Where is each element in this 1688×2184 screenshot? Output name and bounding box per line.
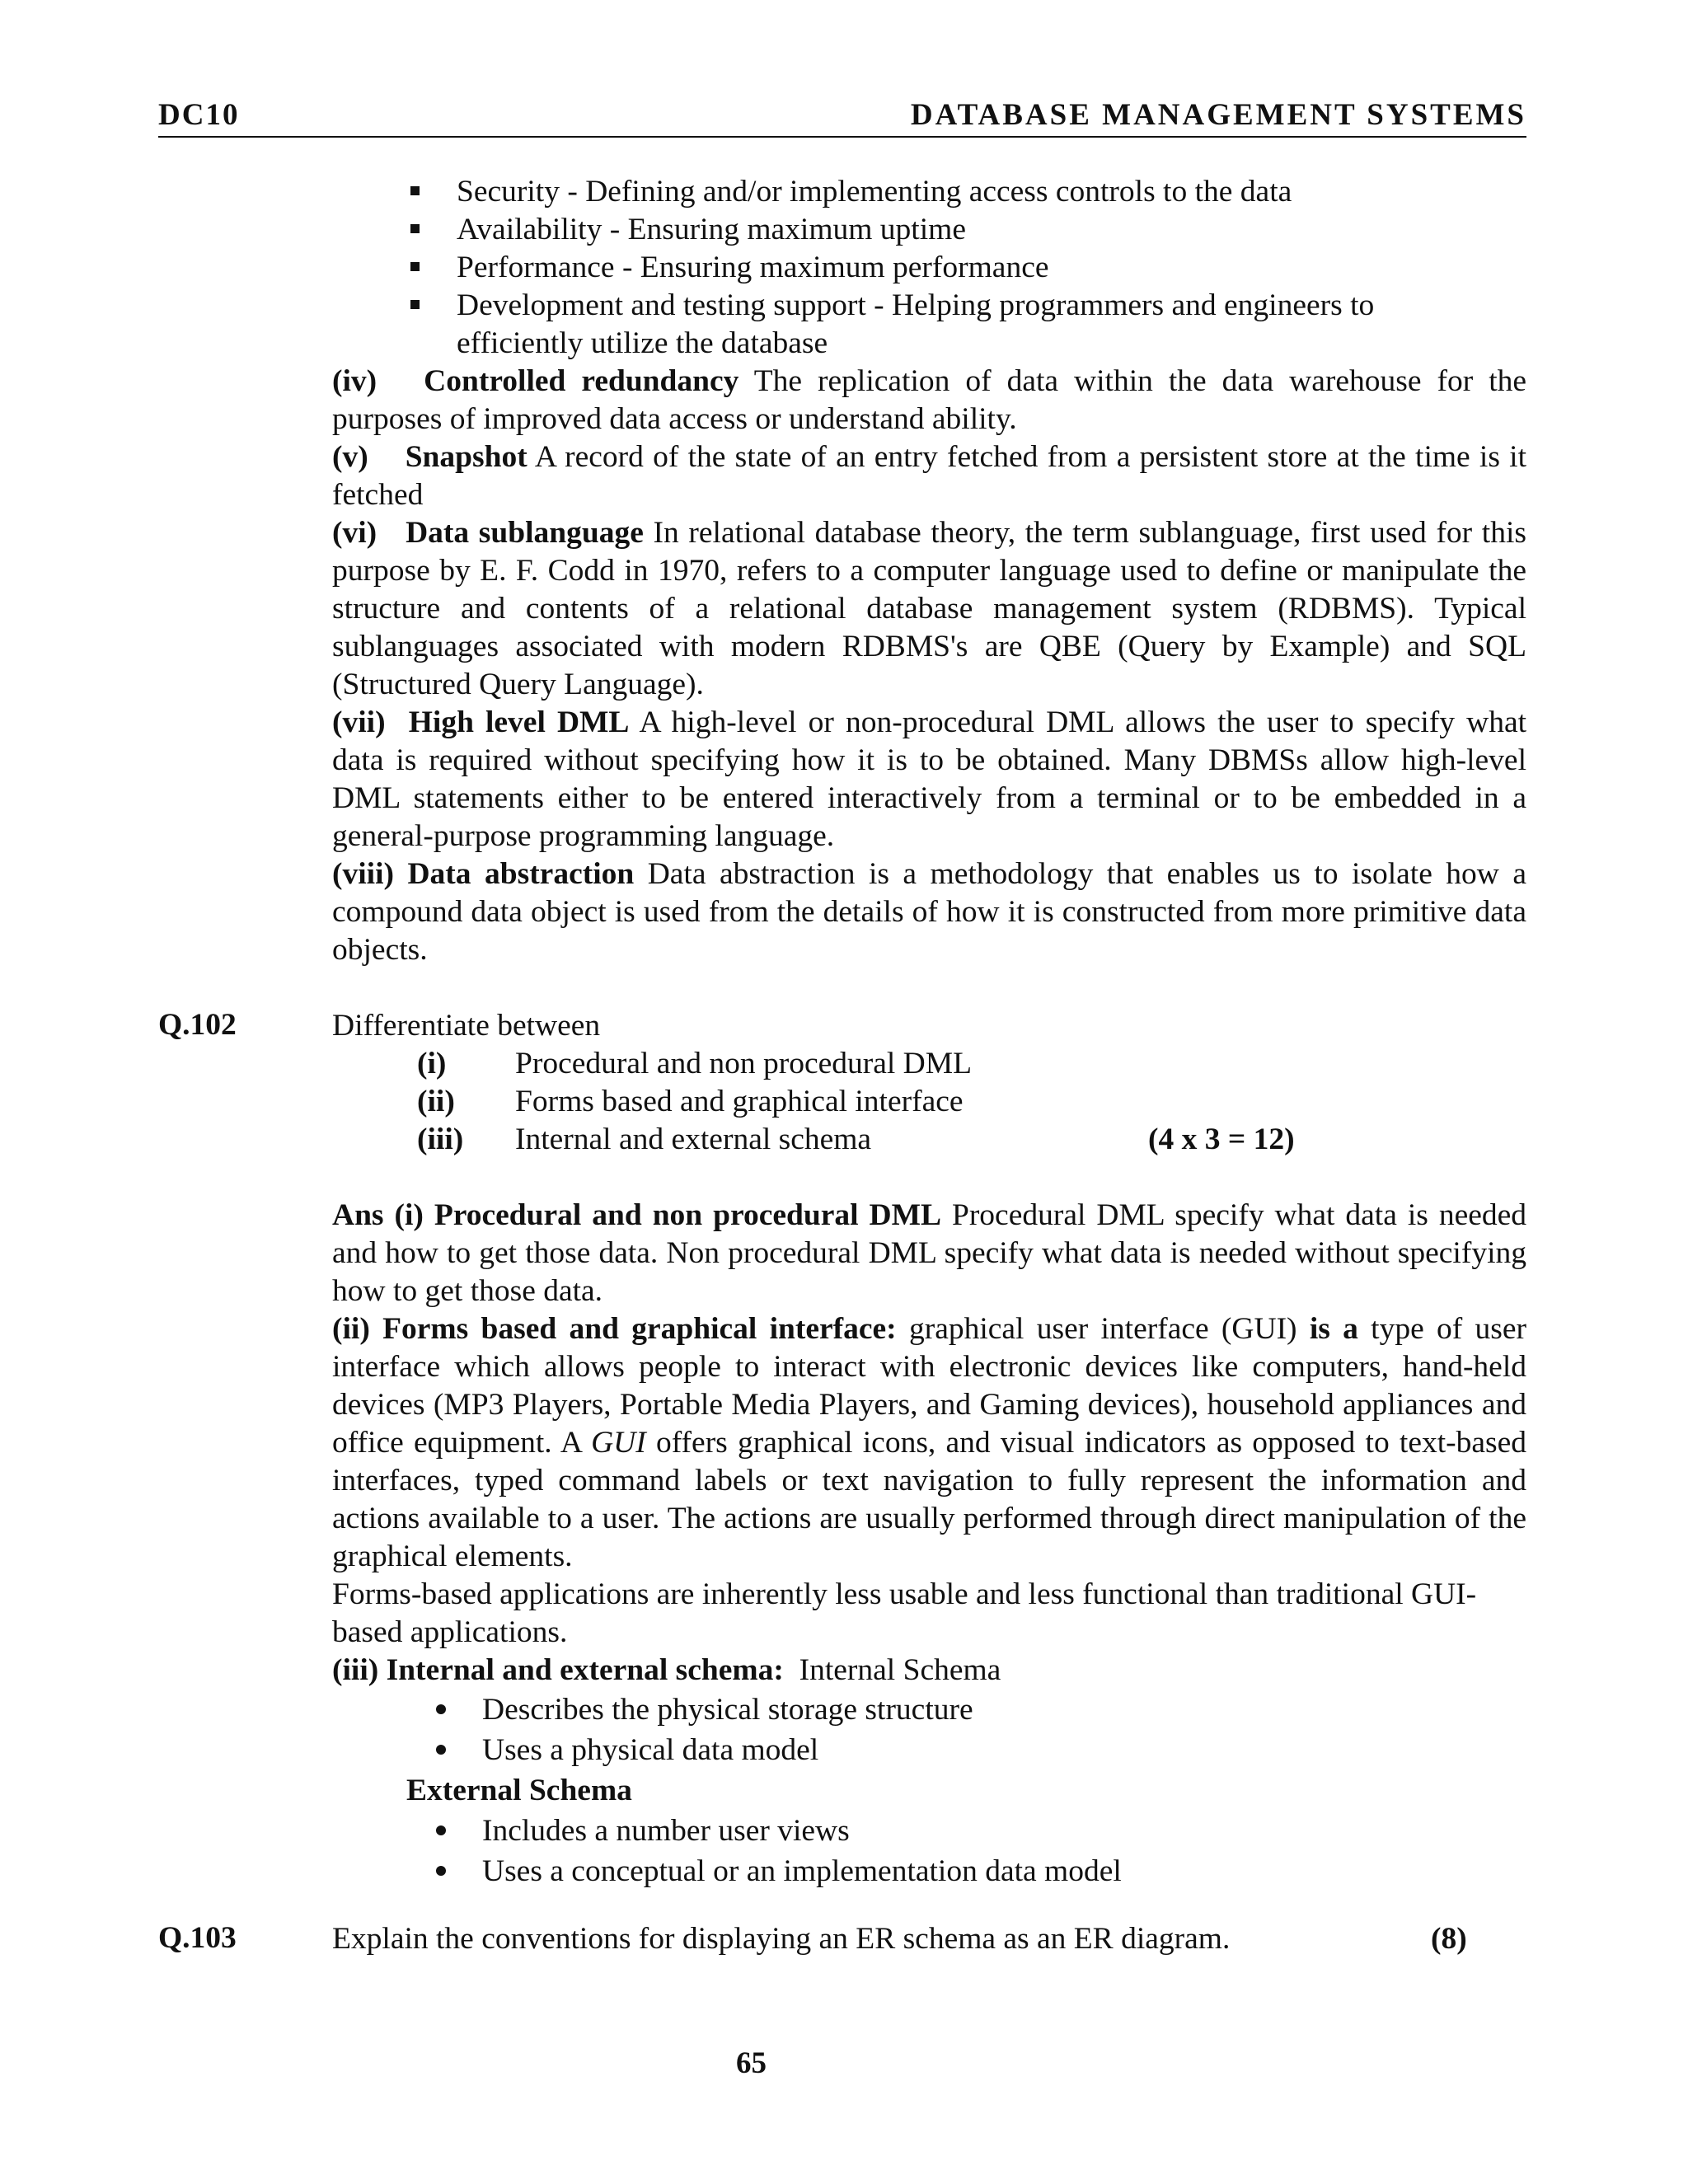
answer-ii-forms: Forms-based applications are inherently less usable and less functional than traditional GUI-based applications. — [332, 1577, 1477, 1649]
question-prompt: Differentiate between — [332, 1009, 601, 1043]
list-item: Security - Defining and/or implementing access controls to the data — [332, 173, 1526, 211]
definition-viii: (viii) Data abstraction Data abstraction is a methodology that enables us to isolate how a compound data object is used from the details of how it is constructed from more primitive data objects. — [332, 857, 1527, 967]
definition-term: Data abstraction — [407, 857, 635, 891]
header-rule — [158, 136, 1526, 138]
definition-term: Controlled redundancy — [424, 364, 739, 398]
question-items — [332, 1045, 1526, 1159]
question-103 — [332, 1920, 1526, 1958]
external-schema-list — [332, 1811, 1526, 1891]
list-item: (ii) Forms based and graphical interface — [417, 1085, 964, 1118]
question-marks: (4 x 3 = 12) — [1148, 1122, 1295, 1156]
external-schema-heading: External Schema — [406, 1774, 632, 1807]
list-item: Development and testing support - Helping programmers and engineers to efficiently utilize the database — [332, 287, 1526, 363]
definition-term: High level DML — [408, 705, 630, 739]
definition-term: Snapshot — [405, 440, 528, 474]
list-item: Performance - Ensuring maximum performance — [332, 249, 1526, 287]
question-text: Explain the conventions for displaying an ER schema as an ER diagram. — [332, 1922, 1231, 1956]
answer-i: Ans (i) Procedural and non procedural DML Procedural DML specify what data is needed and how to get those data. Non procedural DML specify what data is needed without specifying how to get those data. — [332, 1198, 1526, 1308]
definition-iv: (iv) Controlled redundancy The replication of data within the data warehouse for the purposes of improved data access or understand ability. — [332, 364, 1527, 436]
page-number: 65 — [736, 2046, 767, 2080]
question-number: Q.103 — [158, 1921, 237, 1955]
dba-duties-list — [332, 173, 1526, 363]
list-item: Uses a conceptual or an implementation data model — [332, 1851, 1526, 1891]
course-code: DC10 — [158, 98, 240, 132]
definition-v: (v) Snapshot A record of the state of an entry fetched from a persistent store at the time is it fetched — [332, 440, 1526, 512]
question-102 — [332, 1007, 1526, 1891]
main-content — [332, 173, 1526, 969]
list-item: (i) Procedural and non procedural DML — [417, 1047, 972, 1080]
question-marks: (8) — [1431, 1922, 1467, 1956]
list-item: Describes the physical storage structure — [332, 1690, 1526, 1730]
list-item: Includes a number user views — [332, 1811, 1526, 1851]
question-number: Q.102 — [158, 1008, 237, 1042]
definition-vi: (vi) Data sublanguage In relational database theory, the term sublanguage, first used for this purpose by E. F. Codd in 1970, refers to a computer language used to define or manipulate the structure and contents of a relational database management system (RDBMS). Typical sublanguages associated with modern RDBMS's are QBE (Query by Example) and SQL (Structured Query Language). — [332, 516, 1526, 701]
list-item: Availability - Ensuring maximum uptime — [332, 211, 1526, 249]
page-header — [158, 97, 1526, 135]
answer-ii: (ii) Forms based and graphical interface: graphical user interface (GUI) is a type of user interface which allows people to interact with electronic devices like computers, hand-held devices (MP3 Players, Portable Media Players, and Gaming devices), household appliances and office equipment. A GUI offers graphical icons, and visual indicators as opposed to text-based interfaces, typed command labels or text navigation to fully represent the information and actions available to a user. The actions are usually performed through direct manipulation of the graphical elements. — [332, 1312, 1527, 1573]
list-item: Uses a physical data model — [332, 1730, 1526, 1770]
answer-iii: (iii) Internal and external schema: Internal Schema — [332, 1653, 1001, 1687]
header-title: DATABASE MANAGEMENT SYSTEMS — [910, 98, 1526, 132]
list-item: (iii) Internal and external schema (4 x 3 = 12) — [332, 1121, 1526, 1159]
definition-vii: (vii) High level DML A high-level or non-procedural DML allows the user to specify what data is required without specifying how it is to be obtained. Many DBMSs allow high-level DML statements either to be entered interactively from a terminal or to be embedded in a general-purpose programming language. — [332, 705, 1527, 853]
definition-term: Data sublanguage — [406, 516, 644, 550]
internal-schema-list — [332, 1690, 1526, 1770]
